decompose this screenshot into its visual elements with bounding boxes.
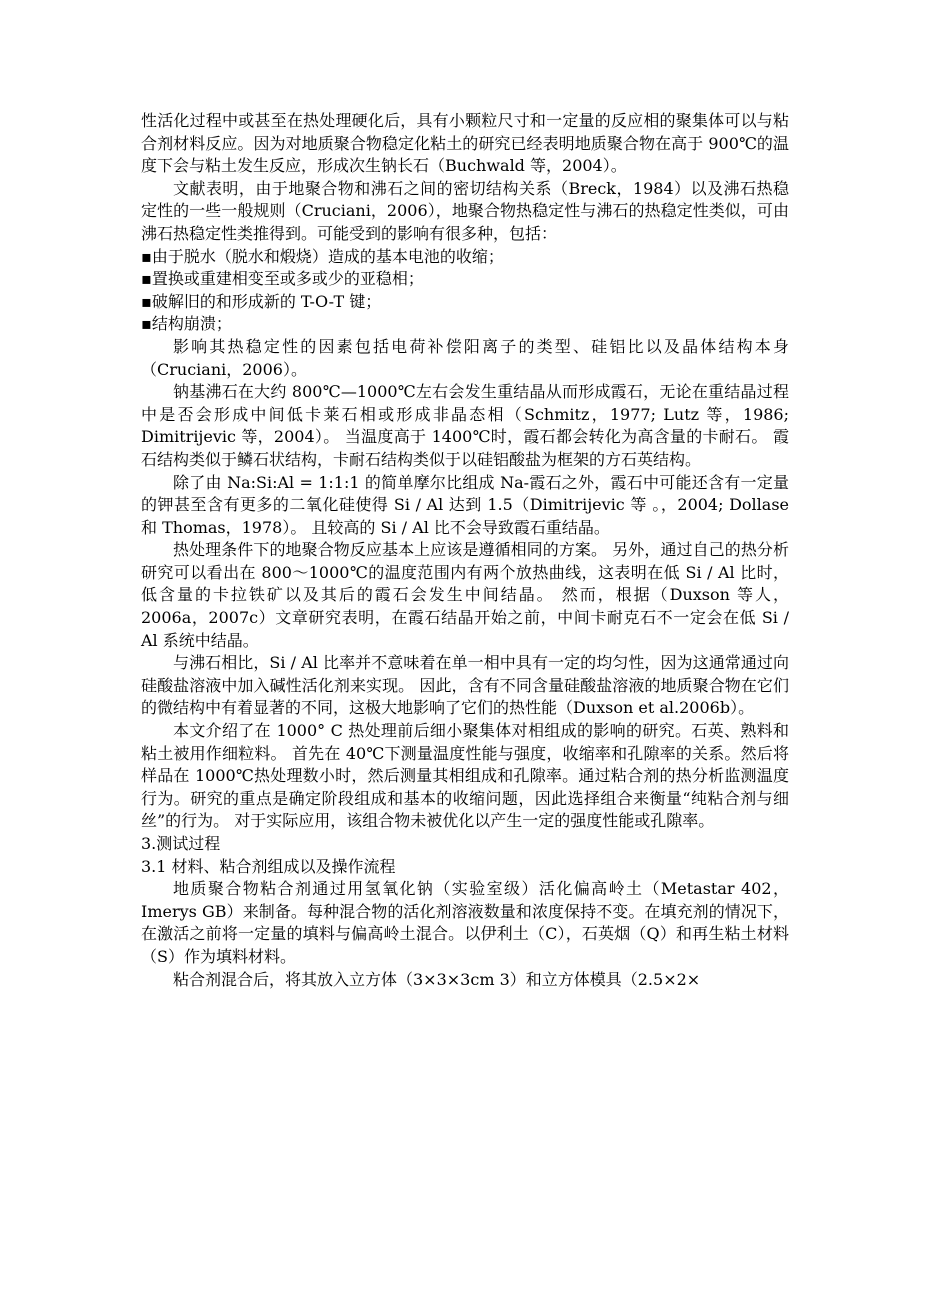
bullet-item-shrinkage: ▪由于脱水（脱水和煅烧）造成的基本电池的收缩； [141, 246, 504, 266]
paragraph-binder-preparation: 地质聚合物粘合剂通过用氢氧化钠（实验室级）活化偏高岭土（Metastar 402，Imerys GB）来制备。每种混合物的活化剂溶液数量和浓度保持不变。在填充剂的情况下，在激活之前将一定量的填料与偏高岭土混合。以伊利土（C），石英烟（Q）和再生粘土材料（S）作为填料材料。 [141, 879, 789, 966]
paragraph-sodium-zeolite: 钠基沸石在大约 800℃—1000℃左右会发生重结晶从而形成霞石，无论在重结晶过程中是否会形成中间低卡莱石相或形成非晶态相（Schmitz，1977; Lutz 等，1986; Dimitrijevic 等，2004）。 当温度高于 1400℃时，霞石都会转化为高含量的卡耐石。 霞石结构类似于鳞石状结构，卡耐石结构类似于以硅铝酸盐为框架的方石英结构。 [141, 382, 789, 469]
section-heading-test-process: 3.测试过程 [141, 834, 221, 853]
paragraph-study-intro: 本文介绍了在 1000° C 热处理前后细小聚集体对相组成的影响的研究。石英、熟料和粘土被用作细粒料。 首先在 40℃下测量温度性能与强度，收缩率和孔隙率的关系。然后将样品在 1000℃热处理数小时，然后测量其相组成和孔隙率。通过粘合剂的热分析监测温度行为。研究的重点是确定阶段组成和基本的收缩问题，因此选择组合来衡量“纯粘合剂与细丝”的行为。 对于实际应用，该组合物未被优化以产生一定的强度性能或孔隙率。 [141, 721, 789, 831]
bullet-item-phase-change: ▪置换或重建相变至或多或少的亚稳相； [141, 269, 424, 289]
subsection-heading-materials: 3.1 材料、粘合剂组成以及操作流程 [141, 856, 396, 876]
paragraph-molding: 粘合剂混合后，将其放入立方体（3×3×3cm 3）和立方体模具（2.5×2× [173, 969, 701, 989]
paragraph-heat-treatment: 热处理条件下的地聚合物反应基本上应该是遵循相同的方案。 另外，通过自己的热分析研究可以看出在 800～1000℃的温度范围内有两个放热曲线，这表明在低 Si / Al 比时，低含量的卡拉铁矿以及其后的霞石会发生中间结晶。 然而，根据（Duxson 等人，2006a，2007c）文章研究表明，在霞石结晶开始之前，中间卡耐克石不一定会在低 Si / Al 系统中结晶。 [141, 540, 789, 650]
paragraph-continued: 性活化过程中或甚至在热处理硬化后，具有小颗粒尺寸和一定量的反应相的聚集体可以与粘合剂材料反应。因为对地质聚合物稳定化粘土的研究已经表明地质聚合物在高于 900℃的温度下会与粘土发生反应，形成次生钠长石（Buchwald 等，2004）。 [141, 111, 789, 176]
bullet-item-tot-bonds: ▪破解旧的和形成新的 T-O-T 键； [141, 291, 382, 311]
paragraph-zeolite-relation: 文献表明，由于地聚合物和沸石之间的密切结构关系（Breck，1984）以及沸石热稳定性的一些一般规则（Cruciani，2006），地聚合物热稳定性与沸石的热稳定性类似，可由沸石热稳定性类推得到。可能受到的影响有很多种，包括： [141, 178, 789, 243]
document-page [141, 110, 789, 991]
paragraph-nepheline: 除了由 Na:Si:Al = 1:1:1 的简单摩尔比组成 Na-霞石之外，霞石中可能还含有一定量的钾甚至含有更多的二氧化硅使得 Si / Al 达到 1.5（Dimitrijevic 等 。，2004; Dollase 和 Thomas，1978）。 且较高的 Si / Al 比不会导致霞石重结晶。 [141, 472, 789, 537]
paragraph-stability-factors: 影响其热稳定性的因素包括电荷补偿阳离子的类型、硅铝比以及晶体结构本身（Cruciani，2006）。 [141, 336, 789, 379]
bullet-item-collapse: ▪结构崩溃； [141, 314, 232, 334]
paragraph-si-al-ratio: 与沸石相比，Si / Al 比率并不意味着在单一相中具有一定的均匀性，因为这通常通过向硅酸盐溶液中加入碱性活化剂来实现。 因此，含有不同含量硅酸盐溶液的地质聚合物在它们的微结构中有着显著的不同，这极大地影响了它们的热性能（Duxson et al.2006b）。 [141, 653, 789, 718]
